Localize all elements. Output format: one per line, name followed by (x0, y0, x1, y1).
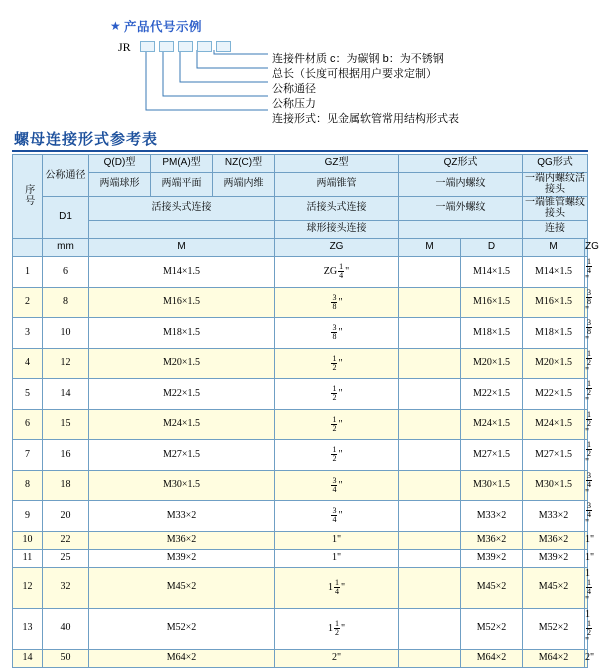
table-row (13, 409, 588, 440)
cell-m-thread: M24×1.5 (89, 409, 275, 440)
legend-pressure: 公称压力 (272, 98, 316, 110)
cell-qg-zg: $\frac{1}{2}$ " (585, 409, 592, 438)
cell-qg-zg: 2" (585, 649, 588, 667)
cell-dn: 15 (43, 409, 89, 440)
cell-dn: 16 (43, 440, 89, 471)
head-row-conn2 (13, 221, 588, 239)
cell-dn: 12 (43, 348, 89, 379)
cell-qg-m: M39×2 (523, 549, 585, 567)
th-conn-gz: 活接头式连接 (275, 197, 399, 221)
th-sym-qz-d: D (461, 239, 523, 257)
legend-length: 总长（长度可根据用户要求定制） (272, 68, 437, 80)
cell-qg-zg: $\frac{1}{2}$ " (585, 440, 592, 468)
cell-qz-d: M64×2 (461, 649, 523, 667)
cell-qz-d: M33×2 (461, 501, 523, 532)
cell-qz-m (399, 318, 461, 349)
cell-m-thread: M36×2 (89, 531, 275, 549)
th-ball-gz: 球形接头连接 (275, 221, 399, 239)
cell-index: 1 (13, 257, 43, 288)
cell-qg-m: M27×1.5 (523, 440, 585, 471)
cell-zg-thread: 1" (275, 549, 399, 567)
cell-qg-m: M64×2 (523, 649, 585, 667)
table-body (13, 257, 595, 668)
cell-m-thread: M20×1.5 (89, 348, 275, 379)
cell-index: 4 (13, 348, 43, 379)
th-unit-blank (13, 239, 43, 257)
head-row-conn (13, 197, 588, 221)
th-sym-zg1: ZG (275, 239, 399, 257)
cell-m-thread: M27×1.5 (89, 440, 275, 471)
cell-index: 13 (13, 608, 43, 649)
cell-index: 9 (13, 501, 43, 532)
cell-index: 2 (13, 287, 43, 318)
th-sym-qg-m: M (523, 239, 585, 257)
th-index: 序号 (13, 155, 43, 239)
cell-qg-zg: 1" (585, 549, 588, 567)
th-conn-qg: 一端锥管螺纹接头 (523, 197, 588, 221)
cell-qg-m: M45×2 (523, 567, 585, 608)
th-end-qg: 一端内螺纹活接头 (523, 173, 588, 197)
table-row (13, 379, 588, 410)
cell-qz-d: M39×2 (461, 549, 523, 567)
cell-m-thread: M39×2 (89, 549, 275, 567)
cell-dn: 20 (43, 501, 89, 532)
cell-qz-m (399, 409, 461, 440)
cell-qz-m (399, 649, 461, 667)
legend-connection: 连接形式：见金属软管常用结构形式表 (272, 113, 459, 125)
cell-dn: 6 (43, 257, 89, 288)
cell-qg-m: M36×2 (523, 531, 585, 549)
cell-qz-m (399, 379, 461, 410)
product-code-prefix: JR (118, 40, 131, 54)
cell-qg-m: M52×2 (523, 608, 585, 649)
head-row-groups (13, 155, 588, 173)
th-sym-m1: M (89, 239, 275, 257)
cell-m-thread: M16×1.5 (89, 287, 275, 318)
nut-connection-table (12, 154, 599, 668)
table-head (13, 155, 599, 257)
cell-qz-d: M24×1.5 (461, 409, 523, 440)
cell-zg-thread: $\frac{3}{4}$ " (275, 501, 399, 532)
cell-zg-thread: ZG $\frac{1}{4}$ " (275, 257, 399, 288)
cell-qg-m: M16×1.5 (523, 287, 585, 318)
th-end-qz: 一端内螺纹 (399, 173, 523, 197)
cell-m-thread: M14×1.5 (89, 257, 275, 288)
cell-m-thread: M33×2 (89, 501, 275, 532)
cell-zg-thread: $\frac{3}{4}$ " (275, 470, 399, 501)
cell-dn: 14 (43, 379, 89, 410)
cell-qg-zg: 1 $\frac{1}{4}$ " (585, 567, 592, 606)
section-title: 螺母连接形式参考表 (14, 131, 159, 148)
code-box (178, 41, 193, 52)
cell-qg-zg: $\frac{3}{8}$ " (585, 318, 592, 346)
th-sym-qg-zg: ZG (585, 239, 588, 257)
product-code-diagram (0, 0, 600, 125)
cell-index: 10 (13, 531, 43, 549)
table-row (13, 318, 588, 349)
code-boxes (140, 41, 231, 52)
table-row (13, 348, 588, 379)
cell-qg-m: M22×1.5 (523, 379, 585, 410)
cell-qz-d: M45×2 (461, 567, 523, 608)
cell-zg-thread: $\frac{1}{2}$ " (275, 348, 399, 379)
cell-m-thread: M45×2 (89, 567, 275, 608)
cell-qz-d: M20×1.5 (461, 348, 523, 379)
cell-index: 6 (13, 409, 43, 440)
cell-qg-zg: $\frac{1}{4}$ " (585, 257, 592, 285)
th-end-gz: 两端锥管 (275, 173, 399, 197)
th-conn-qz: 一端外螺纹 (399, 197, 523, 221)
cell-qz-d: M18×1.5 (461, 318, 523, 349)
cell-qz-m (399, 257, 461, 288)
cell-qz-m (399, 501, 461, 532)
th-conn-left: 活接头式连接 (89, 197, 275, 221)
cell-index: 12 (13, 567, 43, 608)
cell-dn: 50 (43, 649, 89, 667)
cell-qg-zg: $\frac{3}{8}$ " (585, 287, 592, 316)
cell-qg-zg: $\frac{3}{4}$ " (585, 501, 592, 529)
th-dn-symbol: D1 (43, 197, 89, 239)
cell-qz-m (399, 440, 461, 471)
cell-index: 5 (13, 379, 43, 410)
cell-qg-zg: 1" (585, 531, 588, 549)
cell-zg-thread: $\frac{3}{8}$ " (275, 318, 399, 349)
table-row (13, 608, 588, 649)
th-sym-qz-m: M (399, 239, 461, 257)
cell-qz-d: M14×1.5 (461, 257, 523, 288)
table-row (13, 531, 588, 549)
cell-m-thread: M52×2 (89, 608, 275, 649)
cell-qz-m (399, 470, 461, 501)
cell-qz-d: M16×1.5 (461, 287, 523, 318)
diagram-title: 产品代号示例 (124, 20, 203, 34)
cell-m-thread: M30×1.5 (89, 470, 275, 501)
th-end-pm: 两端平面 (151, 173, 213, 197)
cell-qg-zg: $\frac{1}{2}$ " (585, 348, 592, 377)
th-group-nz: NZ(C)型 (213, 155, 275, 173)
th-end-nz: 两端内维 (213, 173, 275, 197)
cell-zg-thread: $\frac{3}{8}$ " (275, 287, 399, 318)
cell-index: 8 (13, 470, 43, 501)
cell-zg-thread: 2" (275, 649, 399, 667)
cell-qz-d: M36×2 (461, 531, 523, 549)
code-box (197, 41, 212, 52)
th-group-qd: Q(D)型 (89, 155, 151, 173)
cell-qg-zg: $\frac{3}{4}$ " (585, 470, 592, 499)
cell-zg-thread: 1 $\frac{1}{4}$ " (275, 567, 399, 608)
th-blank-left (89, 221, 275, 239)
head-row-ends (13, 173, 588, 197)
legend-material: 连接件材质 c：为碳钢 b：为不锈钢 (272, 53, 444, 65)
nut-connection-table-wrap (12, 154, 599, 668)
cell-m-thread: M64×2 (89, 649, 275, 667)
cell-qg-m: M30×1.5 (523, 470, 585, 501)
th-group-qg: QG形式 (523, 155, 588, 173)
cell-qz-m (399, 287, 461, 318)
cell-zg-thread: $\frac{1}{2}$ " (275, 409, 399, 440)
table-row (13, 470, 588, 501)
cell-qz-m (399, 567, 461, 608)
cell-qz-d: M27×1.5 (461, 440, 523, 471)
cell-qg-m: M18×1.5 (523, 318, 585, 349)
table-row (13, 501, 588, 532)
cell-index: 14 (13, 649, 43, 667)
head-row-units (13, 239, 588, 257)
cell-m-thread: M22×1.5 (89, 379, 275, 410)
cell-qg-m: M14×1.5 (523, 257, 585, 288)
th-blank-qz (399, 221, 523, 239)
cell-qg-m: M33×2 (523, 501, 585, 532)
code-box (140, 41, 155, 52)
cell-qz-m (399, 608, 461, 649)
cell-m-thread: M18×1.5 (89, 318, 275, 349)
cell-qz-m (399, 549, 461, 567)
cell-zg-thread: $\frac{1}{2}$ " (275, 379, 399, 410)
cell-dn: 10 (43, 318, 89, 349)
cell-qz-m (399, 348, 461, 379)
cell-dn: 22 (43, 531, 89, 549)
th-group-pm: PM(A)型 (151, 155, 213, 173)
cell-qz-m (399, 531, 461, 549)
th-end-qd: 两端球形 (89, 173, 151, 197)
th-dn: 公称通径 (43, 155, 89, 197)
cell-zg-thread: 1" (275, 531, 399, 549)
cell-index: 7 (13, 440, 43, 471)
cell-qg-m: M24×1.5 (523, 409, 585, 440)
cell-qz-d: M30×1.5 (461, 470, 523, 501)
table-row (13, 440, 588, 471)
th-group-gz: GZ型 (275, 155, 399, 173)
th-conn-qg2: 连接 (523, 221, 588, 239)
table-row (13, 649, 588, 667)
th-group-qz: QZ形式 (399, 155, 523, 173)
cell-qg-zg: 1 $\frac{1}{2}$ " (585, 608, 592, 647)
cell-dn: 40 (43, 608, 89, 649)
code-box (159, 41, 174, 52)
cell-dn: 32 (43, 567, 89, 608)
cell-qg-zg: $\frac{1}{2}$ " (585, 379, 592, 407)
title-underline (12, 150, 588, 152)
cell-qz-d: M22×1.5 (461, 379, 523, 410)
table-row (13, 567, 588, 608)
cell-qz-d: M52×2 (461, 608, 523, 649)
cell-zg-thread: $\frac{1}{2}$ " (275, 440, 399, 471)
star-icon: ★ (110, 19, 121, 33)
cell-zg-thread: 1 $\frac{1}{2}$ " (275, 608, 399, 649)
cell-dn: 8 (43, 287, 89, 318)
code-box (216, 41, 231, 52)
cell-index: 3 (13, 318, 43, 349)
th-unit-mm: mm (43, 239, 89, 257)
cell-dn: 18 (43, 470, 89, 501)
cell-index: 11 (13, 549, 43, 567)
table-row (13, 287, 588, 318)
legend-bore: 公称通径 (272, 83, 316, 95)
table-row (13, 549, 588, 567)
cell-dn: 25 (43, 549, 89, 567)
table-row (13, 257, 588, 288)
cell-qg-m: M20×1.5 (523, 348, 585, 379)
